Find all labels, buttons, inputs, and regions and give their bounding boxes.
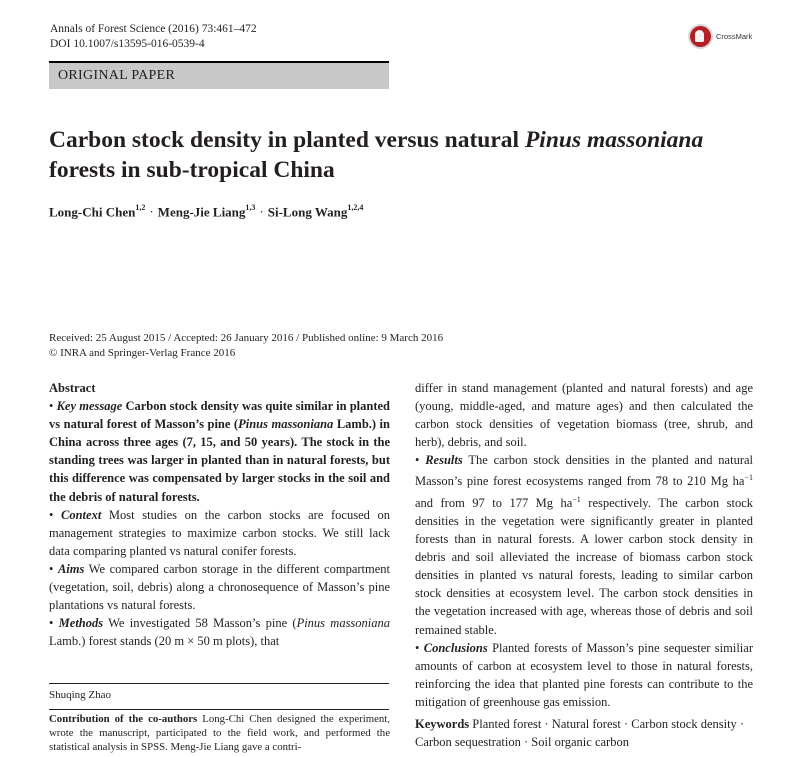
author-affiliation: 1,2,4 <box>347 203 364 212</box>
methods-label: Methods <box>58 616 104 631</box>
key-message-label: Key message <box>56 399 123 414</box>
author-separator: · <box>149 204 154 220</box>
key-message-text: Carbon stock density was quite similar in planted vs natural forest of Masson’s pine ( <box>49 399 391 432</box>
key-message-text-2: Lamb.) in China across three ages (7, 15, and 50 years). The stock in the standing trees was larger in planted than in natural forests, but this difference was compensated by larger stocks in the soil and the debris of natural forests. <box>49 417 390 504</box>
abstract-right-column <box>415 379 753 711</box>
crossmark-badge[interactable] <box>690 26 752 47</box>
aims-label: Aims <box>57 561 85 576</box>
results-label: Results <box>425 453 463 468</box>
paper-type-banner: ORIGINAL PAPER <box>49 63 389 89</box>
bullet: • <box>415 640 420 655</box>
context-paragraph <box>49 506 390 560</box>
conclusions-text: Planted forests of Masson’s pine sequester similiar amounts of carbon at ecosystem level to those in natural forests, reinforcing the idea that planted pine forests can contribute to the mitigation of greenhouse gas emission. <box>415 640 753 709</box>
copyright-line: © INRA and Springer-Verlag France 2016 <box>49 347 236 359</box>
doi[interactable]: DOI 10.1007/s13595-016-0539-4 <box>50 38 205 50</box>
methods-paragraph-start <box>49 614 390 650</box>
journal-citation: Annals of Forest Science (2016) 73:461–472 <box>50 23 257 35</box>
author-affiliation: 1,3 <box>245 203 256 212</box>
context-label: Context <box>61 507 102 522</box>
crossmark-label: CrossMark <box>716 32 753 41</box>
footnote-rule <box>49 683 389 684</box>
author-separator: · <box>259 204 264 220</box>
aims-text: We compared carbon storage in the different compartment (vegetation, soil, debris) along a chronosequence of Masson’s pine plantations vs natural forests. <box>49 561 390 613</box>
title-part-1: Carbon stock density in planted versus natural <box>49 127 525 153</box>
bullet: • <box>49 507 54 522</box>
keywords-text: Planted forest · Natural forest · Carbon stock density · Carbon sequestration · Soil organic carbon <box>415 717 745 750</box>
abstract-heading: Abstract <box>49 381 96 395</box>
methods-text-continued: differ in stand management (planted and natural forests) and age (young, middle-aged, and mature ages) and then calculated the carbon stock densities of vegetation biomass (tree, shrub, and herb), debris, and soil. <box>415 381 753 450</box>
methods-paragraph-continued <box>415 379 753 451</box>
author-name[interactable]: Si-Long Wang <box>267 204 348 220</box>
keywords <box>415 715 755 751</box>
keywords-label: Keywords <box>415 717 470 731</box>
author-affiliation: 1,2 <box>135 203 146 212</box>
unit-exponent: −1 <box>744 473 753 483</box>
conclusions-label: Conclusions <box>423 640 488 655</box>
paper-title <box>49 125 769 185</box>
footnote-rule-2 <box>49 709 389 710</box>
bullet: • <box>49 399 54 414</box>
results-text-3: respectively. The carbon stock densities in the vegetation were significantly greater in planted forests than in natural forests. A lower carbon stock density in debris and soil alleviated the increase of biomass carbon stock densities in planted vs natural forests, leading to similar carbon stock densities at ecosystem level. The carbon stock densities in the vegetation increased with age, whereas those of debris and soil remained stable. <box>415 495 753 637</box>
results-text-2: and from 97 to 177 Mg ha <box>415 495 573 510</box>
crossmark-icon <box>690 26 711 47</box>
unit-exponent: −1 <box>572 494 581 504</box>
key-message-paragraph <box>49 397 390 506</box>
title-species: Pinus massoniana <box>524 127 704 153</box>
contribution-label: Contribution of the co-authors <box>49 713 198 725</box>
author-list <box>49 204 363 220</box>
history-dates: Received: 25 August 2015 / Accepted: 26 January 2016 / Published online: 9 March 2016 <box>49 332 444 344</box>
key-message-species: Pinus massoniana <box>238 417 334 432</box>
contribution-note <box>49 712 390 754</box>
methods-text: We investigated 58 Masson’s pine ( <box>103 616 297 631</box>
author-name[interactable]: Meng-Jie Liang <box>157 204 246 220</box>
results-text: The carbon stock densities in the planted and natural Masson’s pine forest ecosystems ranged from 78 to 210 Mg ha <box>415 453 754 489</box>
contribution-text: Long-Chi Chen designed the experiment, wrote the manuscript, participated to the field work, and performed the statistical analysis in SPSS. Meng-Jie Liang gave a contri- <box>49 713 390 753</box>
methods-species: Pinus massoniana <box>296 616 391 631</box>
bullet: • <box>415 453 420 468</box>
context-text: Most studies on the carbon stocks are focused on management strategies to maximize carbon stocks. We still lack data comparing planted vs natural conifer forests. <box>49 507 390 558</box>
corresponding-author[interactable]: Shuqing Zhao <box>49 689 112 701</box>
author-name[interactable]: Long-Chi Chen <box>49 204 136 220</box>
publication-history <box>49 331 443 361</box>
aims-paragraph <box>49 560 390 614</box>
methods-text-2: Lamb.) forest stands (20 m × 50 m plots), that <box>49 634 280 649</box>
bullet: • <box>49 561 54 576</box>
bullet: • <box>49 616 54 631</box>
abstract-left-column <box>49 379 390 650</box>
title-part-2: forests in sub-tropical China <box>49 157 335 183</box>
conclusions-paragraph <box>415 639 753 711</box>
results-paragraph <box>415 451 753 638</box>
